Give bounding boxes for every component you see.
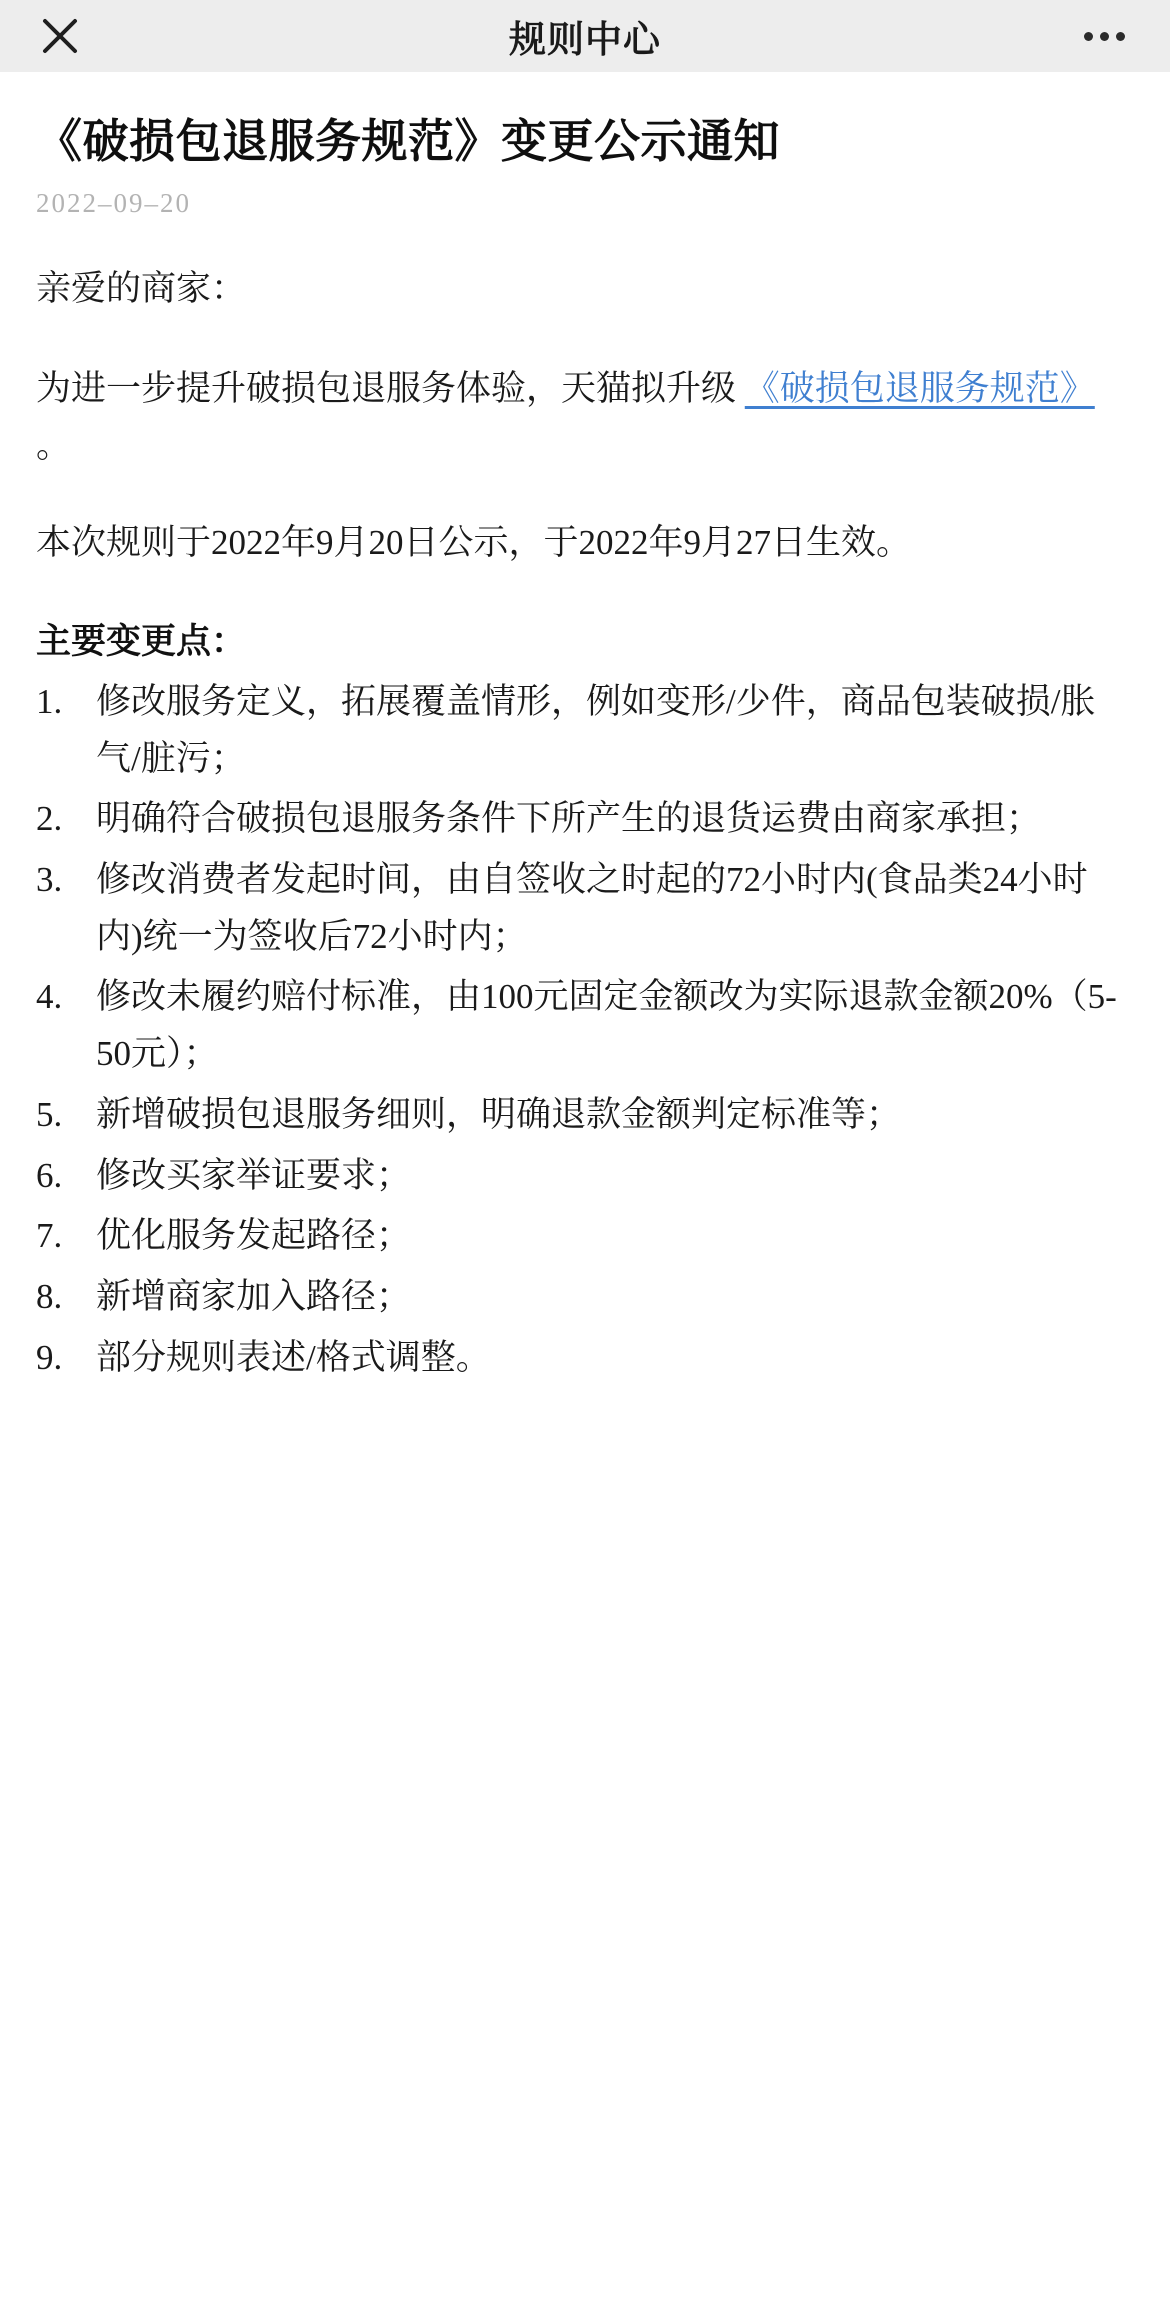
list-item: 优化服务发起路径； <box>96 1216 412 1256</box>
list-item: 修改消费者发起时间，由自签收之时起的72小时内(食品类24小时内)统一为签收后72小时内； <box>96 860 1088 956</box>
navigation-bar <box>0 0 1170 72</box>
dot <box>1116 32 1125 41</box>
list-item: 新增破损包退服务细则，明确退款金额判定标准等； <box>96 1094 902 1134</box>
intro-suffix: 。 <box>36 426 72 466</box>
close-icon[interactable] <box>34 10 86 62</box>
list-item: 部分规则表述/格式调整。 <box>96 1337 491 1377</box>
page-title: 规则中心 <box>509 19 661 60</box>
article-title: 《破损包退服务规范》变更公示通知 <box>36 115 780 167</box>
intro-paragraph <box>36 361 1134 474</box>
list-item: 明确符合破损包退服务条件下所产生的退货运费由商家承担； <box>96 799 1042 839</box>
intro-text: 为进一步提升破损包退服务体验，天猫拟升级 <box>36 369 737 409</box>
dot <box>1084 32 1093 41</box>
article-body <box>0 72 1170 1450</box>
list-item: 新增商家加入路径； <box>96 1276 412 1316</box>
list-item: 修改服务定义，拓展覆盖情形，例如变形/少件，商品包装破损/胀气/脏污； <box>96 682 1096 778</box>
changes-list <box>36 674 1134 1386</box>
changes-heading: 主要变更点： <box>36 621 247 661</box>
more-options-icon[interactable] <box>1072 10 1136 62</box>
rule-document-link[interactable]: 《破损包退服务规范》 <box>744 369 1095 409</box>
effective-date-notice: 本次规则于2022年9月20日公示，于2022年9月27日生效。 <box>36 522 912 562</box>
list-item: 修改未履约赔付标准，由100元固定金额改为实际退款金额20%（5-50元）； <box>96 977 1117 1074</box>
dot <box>1100 32 1109 41</box>
list-item: 修改买家举证要求； <box>96 1155 412 1195</box>
salutation: 亲爱的商家： <box>36 268 247 308</box>
article-date: 2022–09–20 <box>36 187 191 218</box>
